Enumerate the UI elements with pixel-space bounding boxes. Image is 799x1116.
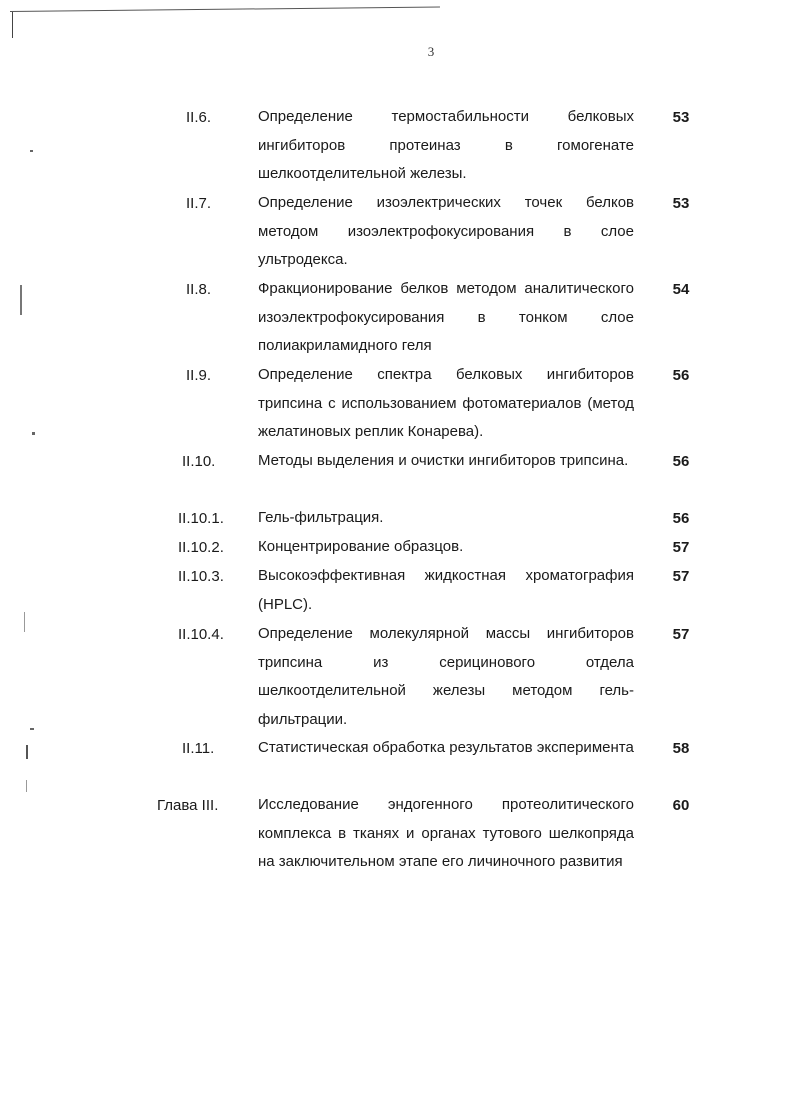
- toc-entry-page: 57: [672, 568, 690, 585]
- toc-entry-number: II.6.: [186, 109, 212, 126]
- toc-entry-title: Исследование эндогенного протеолитического комплекса в тканях и органах тутового шелкопряда на заключительном этапе его личиночного развития: [258, 796, 634, 871]
- toc-entry-number: II.8.: [186, 281, 212, 298]
- toc-entry-title: Определение спектра белковых ингибиторов трипсина с использованием фотоматериалов (метод желатиновых реплик Конарева).: [258, 366, 634, 441]
- scan-edge-mark: [12, 12, 13, 38]
- toc-entry-title: Высокоэффективная жидкостная хроматография (HPLC).: [258, 567, 634, 613]
- toc-entry-page: 53: [672, 109, 690, 126]
- scan-speck: [26, 745, 28, 759]
- toc-entry-title: Определение термостабильности белковых ингибиторов протеиназ в гомогенате шелкоотделительной железы.: [258, 108, 634, 183]
- toc-entry-title: Методы выделения и очистки ингибиторов трипсина.: [258, 452, 629, 469]
- toc-entry-page: 54: [672, 281, 690, 298]
- scan-speck: [24, 612, 25, 632]
- toc-entry-page: 57: [672, 539, 690, 556]
- toc-entry-page: 58: [672, 740, 690, 757]
- toc-entry-page: 57: [672, 626, 690, 643]
- toc-entry-number: II.10.1.: [178, 510, 224, 527]
- toc-entry-number: Глава III.: [157, 797, 219, 814]
- scan-speck: [30, 728, 34, 730]
- toc-entry-title: Определение изоэлектрических точек белков методом изоэлектрофокусирования в слое ультродекса.: [258, 194, 634, 269]
- scan-edge-line: [10, 6, 440, 12]
- toc-entry-page: 60: [672, 797, 690, 814]
- scan-speck: [26, 780, 27, 792]
- toc-entry-number: II.7.: [186, 195, 212, 212]
- toc-entry-page: 56: [672, 510, 690, 527]
- toc-entry-title: Гель-фильтрация.: [258, 509, 384, 526]
- toc-entry-title: Концентрирование образцов.: [258, 538, 464, 555]
- toc-entry-page: 53: [672, 195, 690, 212]
- scan-speck: [32, 432, 35, 435]
- page-number: 3: [427, 44, 435, 59]
- toc-entry-number: II.10.: [182, 453, 216, 470]
- toc-entry-page: 56: [672, 367, 690, 384]
- scan-speck: [20, 285, 22, 315]
- toc-entry-number: II.10.4.: [178, 626, 224, 643]
- toc-entry-number: II.10.2.: [178, 539, 224, 556]
- toc-entry-title: Определение молекулярной массы ингибиторов трипсина из серицинового отдела шелкоотделительной железы методом гель-фильтрации.: [258, 625, 634, 728]
- toc-entry-number: II.11.: [182, 740, 215, 757]
- toc-entry-page: 56: [672, 453, 690, 470]
- toc-entry-number: II.9.: [186, 367, 212, 384]
- toc-entry-title: Фракционирование белков методом аналитического изоэлектрофокусирования в тонком слое полиакриламидного геля: [258, 280, 634, 355]
- scan-speck: [30, 150, 33, 152]
- toc-entry-number: II.10.3.: [178, 568, 224, 585]
- toc-entry-title: Статистическая обработка результатов эксперимента: [258, 739, 634, 756]
